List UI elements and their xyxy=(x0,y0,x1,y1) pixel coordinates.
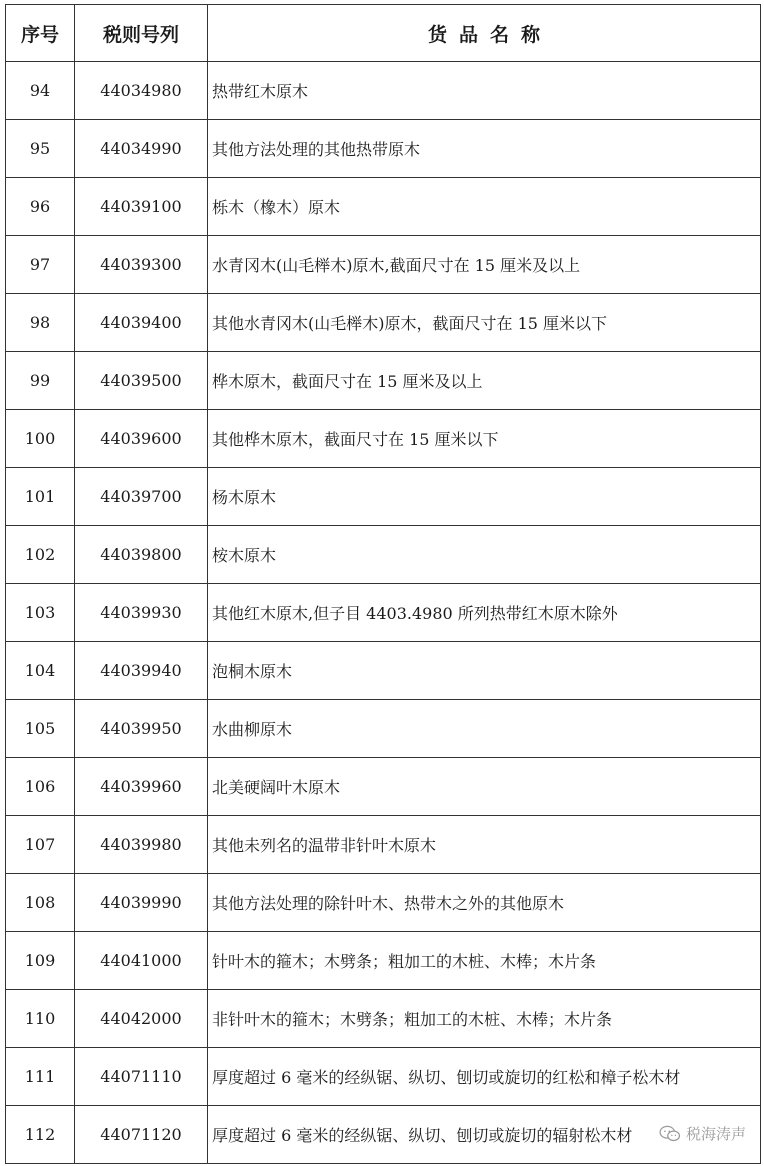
row-name: 栎木（橡木）原木 xyxy=(208,178,761,236)
row-name: 其他方法处理的除针叶木、热带木之外的其他原木 xyxy=(208,874,761,932)
row-name: 其他红木原木,但子目 4403.4980 所列热带红木原木除外 xyxy=(208,584,761,642)
table-row xyxy=(6,410,761,468)
table-row xyxy=(6,294,761,352)
row-seq: 107 xyxy=(6,816,75,874)
watermark-text: 税海涛声 xyxy=(685,1125,746,1143)
table-row xyxy=(6,700,761,758)
row-code: 44039300 xyxy=(75,236,208,294)
row-name: 针叶木的箍木；木劈条；粗加工的木桩、木棒；木片条 xyxy=(208,932,761,990)
row-seq: 110 xyxy=(6,990,75,1048)
row-code: 44071110 xyxy=(75,1048,208,1106)
row-seq: 94 xyxy=(6,62,75,120)
table-row xyxy=(6,1048,761,1106)
row-seq: 111 xyxy=(6,1048,75,1106)
row-name: 其他未列名的温带非针叶木原木 xyxy=(208,816,761,874)
row-seq: 106 xyxy=(6,758,75,816)
row-seq: 112 xyxy=(6,1106,75,1164)
row-seq: 103 xyxy=(6,584,75,642)
row-name: 北美硬阔叶木原木 xyxy=(208,758,761,816)
row-name: 厚度超过 6 毫米的经纵锯、纵切、刨切或旋切的辐射松木材 xyxy=(208,1106,761,1164)
row-name: 热带红木原木 xyxy=(208,62,761,120)
row-code: 44039940 xyxy=(75,642,208,700)
row-seq: 98 xyxy=(6,294,75,352)
table-row xyxy=(6,178,761,236)
header-seq: 序号 xyxy=(6,5,75,62)
tariff-table xyxy=(5,4,761,1164)
row-name: 桉木原木 xyxy=(208,526,761,584)
row-seq: 105 xyxy=(6,700,75,758)
row-seq: 96 xyxy=(6,178,75,236)
header-row xyxy=(6,5,761,62)
row-name: 水曲柳原木 xyxy=(208,700,761,758)
row-seq: 99 xyxy=(6,352,75,410)
row-name: 水青冈木(山毛榉木)原木,截面尺寸在 15 厘米及以上 xyxy=(208,236,761,294)
row-code: 44039990 xyxy=(75,874,208,932)
row-code: 44039500 xyxy=(75,352,208,410)
row-code: 44039950 xyxy=(75,700,208,758)
row-seq: 100 xyxy=(6,410,75,468)
row-seq: 95 xyxy=(6,120,75,178)
row-code: 44034980 xyxy=(75,62,208,120)
row-name: 非针叶木的箍木；木劈条；粗加工的木桩、木棒；木片条 xyxy=(208,990,761,1048)
table-header xyxy=(6,5,761,62)
table-row xyxy=(6,120,761,178)
table-row xyxy=(6,816,761,874)
table-row xyxy=(6,236,761,294)
table-row xyxy=(6,1106,761,1164)
row-name: 其他方法处理的其他热带原木 xyxy=(208,120,761,178)
row-code: 44039800 xyxy=(75,526,208,584)
row-code: 44039980 xyxy=(75,816,208,874)
table-row xyxy=(6,468,761,526)
row-code: 44039100 xyxy=(75,178,208,236)
row-code: 44039960 xyxy=(75,758,208,816)
row-name: 桦木原木，截面尺寸在 15 厘米及以上 xyxy=(208,352,761,410)
row-seq: 101 xyxy=(6,468,75,526)
row-seq: 109 xyxy=(6,932,75,990)
table-row xyxy=(6,874,761,932)
table-row xyxy=(6,526,761,584)
row-code: 44039930 xyxy=(75,584,208,642)
row-code: 44039700 xyxy=(75,468,208,526)
row-code: 44042000 xyxy=(75,990,208,1048)
row-code: 44039400 xyxy=(75,294,208,352)
row-code: 44071120 xyxy=(75,1106,208,1164)
row-name: 其他水青冈木(山毛榉木)原木，截面尺寸在 15 厘米以下 xyxy=(208,294,761,352)
row-seq: 102 xyxy=(6,526,75,584)
table-row xyxy=(6,990,761,1048)
row-name: 其他桦木原木，截面尺寸在 15 厘米以下 xyxy=(208,410,761,468)
row-name: 泡桐木原木 xyxy=(208,642,761,700)
row-code: 44034990 xyxy=(75,120,208,178)
table-row xyxy=(6,758,761,816)
row-code: 44041000 xyxy=(75,932,208,990)
table-body xyxy=(6,62,761,1164)
row-seq: 104 xyxy=(6,642,75,700)
header-name: 货品名称 xyxy=(208,5,761,62)
row-name: 厚度超过 6 毫米的经纵锯、纵切、刨切或旋切的红松和樟子松木材 xyxy=(208,1048,761,1106)
row-name: 杨木原木 xyxy=(208,468,761,526)
table-row xyxy=(6,932,761,990)
table-row xyxy=(6,62,761,120)
row-seq: 97 xyxy=(6,236,75,294)
table-row xyxy=(6,352,761,410)
table-row xyxy=(6,642,761,700)
row-code: 44039600 xyxy=(75,410,208,468)
row-seq: 108 xyxy=(6,874,75,932)
header-code: 税则号列 xyxy=(75,5,208,62)
table-row xyxy=(6,584,761,642)
